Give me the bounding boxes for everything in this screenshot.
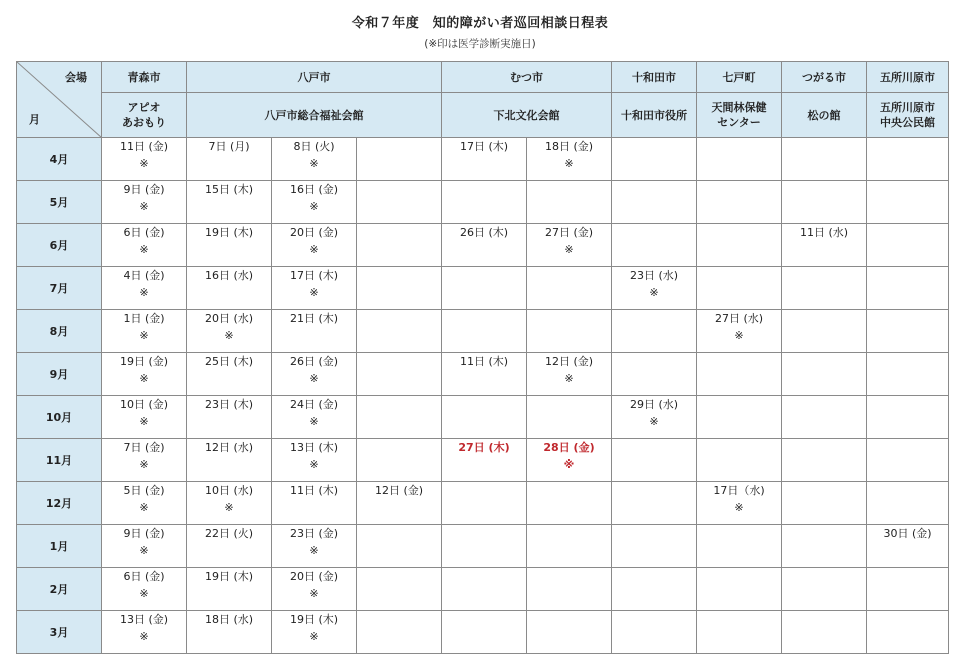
schedule-date-cell <box>527 138 612 181</box>
medical-diagnosis-mark: ※ <box>139 458 149 471</box>
month-label: 2月 <box>17 568 102 611</box>
city-header-towada: 十和田市 <box>612 62 697 93</box>
date-text: 26日 (金) <box>289 355 339 368</box>
empty-cell <box>697 353 782 396</box>
empty-cell <box>442 396 527 439</box>
month-label: 11月 <box>17 439 102 482</box>
schedule-date-cell <box>272 181 357 224</box>
medical-diagnosis-mark: ※ <box>139 200 149 213</box>
empty-cell <box>612 138 697 181</box>
empty-cell <box>782 525 867 568</box>
empty-cell <box>357 224 442 267</box>
date-text: 27日 (木) <box>458 441 510 454</box>
date-text: 20日 (金) <box>289 570 339 583</box>
empty-cell <box>867 353 949 396</box>
medical-diagnosis-mark: ※ <box>309 243 319 256</box>
schedule-date-cell <box>782 224 867 267</box>
empty-cell <box>782 568 867 611</box>
month-label: 8月 <box>17 310 102 353</box>
date-text: 16日 (金) <box>289 183 339 196</box>
corner-label-venue: 会場 <box>65 71 87 84</box>
schedule-date-cell <box>527 353 612 396</box>
venue-name-line: 八戸市総合福祉会館 <box>264 108 364 122</box>
date-text: 15日 (木) <box>204 183 254 196</box>
date-text: 11日 (水) <box>799 226 849 239</box>
empty-cell <box>357 611 442 654</box>
medical-diagnosis-mark: ※ <box>649 286 659 299</box>
venue-name-line: 十和田市役所 <box>621 108 688 122</box>
venue-header-aomori <box>102 93 187 138</box>
corner-header <box>17 62 102 138</box>
date-text: 16日 (水) <box>204 269 254 282</box>
empty-cell <box>527 611 612 654</box>
schedule-date-cell <box>272 611 357 654</box>
empty-cell <box>357 138 442 181</box>
empty-cell <box>612 568 697 611</box>
page-title: 令和７年度 知的障がい者巡回相談日程表 <box>351 16 609 31</box>
date-text: 7日 (月) <box>208 140 250 153</box>
medical-diagnosis-mark: ※ <box>309 372 319 385</box>
date-text: 24日 (金) <box>289 398 339 411</box>
empty-cell <box>867 396 949 439</box>
page-subtitle: (※印は医学診断実施日) <box>424 38 536 50</box>
schedule-date-cell <box>102 568 187 611</box>
empty-cell <box>527 267 612 310</box>
date-text: 9日 (金) <box>123 183 165 196</box>
month-label: 7月 <box>17 267 102 310</box>
schedule-date-cell <box>187 181 272 224</box>
date-text: 11日 (金) <box>119 140 169 153</box>
schedule-date-cell <box>527 439 612 482</box>
schedule-date-cell <box>102 267 187 310</box>
date-text: 13日 (木) <box>289 441 339 454</box>
medical-diagnosis-mark: ※ <box>139 630 149 643</box>
schedule-date-cell <box>102 525 187 568</box>
empty-cell <box>697 568 782 611</box>
month-row <box>17 568 949 611</box>
schedule-date-cell <box>272 267 357 310</box>
empty-cell <box>867 224 949 267</box>
schedule-date-cell <box>187 224 272 267</box>
schedule-date-cell <box>272 353 357 396</box>
month-row <box>17 439 949 482</box>
medical-diagnosis-mark: ※ <box>139 544 149 557</box>
empty-cell <box>527 482 612 525</box>
schedule-date-cell <box>272 439 357 482</box>
medical-diagnosis-mark: ※ <box>139 372 149 385</box>
empty-cell <box>612 439 697 482</box>
schedule-date-cell <box>357 482 442 525</box>
city-header-mutsu: むつ市 <box>442 62 612 93</box>
city-header-aomori: 青森市 <box>102 62 187 93</box>
schedule-date-cell <box>102 310 187 353</box>
empty-cell <box>782 267 867 310</box>
empty-cell <box>697 181 782 224</box>
month-label: 12月 <box>17 482 102 525</box>
month-label: 1月 <box>17 525 102 568</box>
medical-diagnosis-mark: ※ <box>139 329 149 342</box>
schedule-date-cell <box>187 267 272 310</box>
schedule-date-cell <box>102 138 187 181</box>
empty-cell <box>612 181 697 224</box>
medical-diagnosis-mark: ※ <box>224 329 234 342</box>
date-text: 11日 (木) <box>459 355 509 368</box>
empty-cell <box>782 439 867 482</box>
empty-cell <box>357 310 442 353</box>
empty-cell <box>697 267 782 310</box>
empty-cell <box>697 611 782 654</box>
medical-diagnosis-mark: ※ <box>564 243 574 256</box>
empty-cell <box>697 396 782 439</box>
medical-diagnosis-mark: ※ <box>734 329 744 342</box>
schedule-date-cell <box>867 525 949 568</box>
empty-cell <box>782 482 867 525</box>
date-text: 20日 (金) <box>289 226 339 239</box>
venue-name-line: 五所川原市 <box>880 101 936 114</box>
empty-cell <box>612 482 697 525</box>
schedule-date-cell <box>527 224 612 267</box>
empty-cell <box>357 568 442 611</box>
month-row <box>17 310 949 353</box>
date-text: 17日 (木) <box>459 140 509 153</box>
schedule-date-cell <box>697 310 782 353</box>
date-text: 12日 (金) <box>544 355 594 368</box>
date-text: 12日 (金) <box>374 484 424 497</box>
empty-cell <box>357 267 442 310</box>
venue-header-goshogawara <box>867 93 949 138</box>
schedule-date-cell <box>442 353 527 396</box>
city-header-hachinohe: 八戸市 <box>187 62 442 93</box>
month-row <box>17 181 949 224</box>
venue-header-mutsu <box>442 93 612 138</box>
month-label: 3月 <box>17 611 102 654</box>
schedule-table <box>16 61 949 654</box>
city-header-shichinohe: 七戸町 <box>697 62 782 93</box>
schedule-date-cell <box>272 396 357 439</box>
empty-cell <box>867 310 949 353</box>
empty-cell <box>442 611 527 654</box>
schedule-date-cell <box>442 439 527 482</box>
month-label: 9月 <box>17 353 102 396</box>
empty-cell <box>612 353 697 396</box>
date-text: 10日 (金) <box>119 398 169 411</box>
empty-cell <box>782 181 867 224</box>
date-text: 25日 (木) <box>204 355 254 368</box>
date-text: 19日 (木) <box>204 226 254 239</box>
month-label: 5月 <box>17 181 102 224</box>
venue-header-tsugaru <box>782 93 867 138</box>
empty-cell <box>867 267 949 310</box>
schedule-date-cell <box>272 525 357 568</box>
month-label: 6月 <box>17 224 102 267</box>
venue-header-towada <box>612 93 697 138</box>
venue-name-line: 松の館 <box>807 108 841 122</box>
medical-diagnosis-mark: ※ <box>309 415 319 428</box>
empty-cell <box>527 181 612 224</box>
date-text: 28日 (金) <box>543 441 595 454</box>
date-text: 23日 (水) <box>629 269 679 282</box>
empty-cell <box>782 310 867 353</box>
empty-cell <box>442 568 527 611</box>
empty-cell <box>782 138 867 181</box>
empty-cell <box>697 224 782 267</box>
date-text: 23日 (木) <box>204 398 254 411</box>
empty-cell <box>697 138 782 181</box>
schedule-date-cell <box>102 353 187 396</box>
medical-diagnosis-mark: ※ <box>309 200 319 213</box>
city-header-tsugaru: つがる市 <box>782 62 867 93</box>
empty-cell <box>357 181 442 224</box>
medical-diagnosis-mark: ※ <box>734 501 744 514</box>
empty-cell <box>612 224 697 267</box>
empty-cell <box>612 611 697 654</box>
empty-cell <box>357 525 442 568</box>
month-row <box>17 224 949 267</box>
date-text: 26日 (木) <box>459 226 509 239</box>
month-row <box>17 396 949 439</box>
date-text: 8日 (火) <box>293 140 335 153</box>
schedule-date-cell <box>187 439 272 482</box>
empty-cell <box>357 396 442 439</box>
empty-cell <box>867 568 949 611</box>
date-text: 9日 (金) <box>123 527 165 540</box>
date-text: 23日 (金) <box>289 527 339 540</box>
medical-diagnosis-mark: ※ <box>309 587 319 600</box>
schedule-date-cell <box>442 224 527 267</box>
date-text: 17日（水) <box>713 484 765 497</box>
date-text: 11日 (木) <box>289 484 339 497</box>
medical-diagnosis-mark: ※ <box>139 157 149 170</box>
city-header-goshogawara: 五所川原市 <box>867 62 949 93</box>
venue-name-line: 天間林保健 <box>711 101 767 114</box>
date-text: 30日 (金) <box>883 527 932 540</box>
corner-label-month: 月 <box>29 113 40 126</box>
venue-header-shichinohe <box>697 93 782 138</box>
date-text: 27日 (水) <box>714 312 764 325</box>
medical-diagnosis-mark: ※ <box>564 372 574 385</box>
schedule-date-cell <box>612 267 697 310</box>
venue-header-hachinohe <box>187 93 442 138</box>
medical-diagnosis-mark: ※ <box>139 501 149 514</box>
date-text: 7日 (金) <box>123 441 165 454</box>
medical-diagnosis-mark: ※ <box>564 157 574 170</box>
empty-cell <box>782 353 867 396</box>
venue-name-line: 下北文化会館 <box>493 108 560 122</box>
date-text: 22日 (火) <box>204 527 254 540</box>
month-row <box>17 482 949 525</box>
schedule-date-cell <box>102 611 187 654</box>
medical-diagnosis-mark: ※ <box>139 587 149 600</box>
schedule-date-cell <box>102 181 187 224</box>
date-text: 1日 (金) <box>123 312 165 325</box>
medical-diagnosis-mark: ※ <box>224 501 234 514</box>
schedule-date-cell <box>272 224 357 267</box>
medical-diagnosis-mark: ※ <box>563 458 575 471</box>
month-row <box>17 267 949 310</box>
schedule-date-cell <box>187 138 272 181</box>
date-text: 6日 (金) <box>123 226 165 239</box>
schedule-date-cell <box>187 482 272 525</box>
empty-cell <box>527 525 612 568</box>
date-text: 21日 (木) <box>289 312 339 325</box>
empty-cell <box>697 439 782 482</box>
date-text: 27日 (金) <box>544 226 594 239</box>
date-text: 10日 (水) <box>204 484 254 497</box>
schedule-date-cell <box>187 525 272 568</box>
medical-diagnosis-mark: ※ <box>139 243 149 256</box>
schedule-date-cell <box>272 138 357 181</box>
medical-diagnosis-mark: ※ <box>309 458 319 471</box>
date-text: 5日 (金) <box>123 484 165 497</box>
date-text: 19日 (木) <box>289 613 339 626</box>
venue-name-line: アピオ <box>127 101 161 114</box>
empty-cell <box>527 396 612 439</box>
schedule-date-cell <box>442 138 527 181</box>
schedule-date-cell <box>102 396 187 439</box>
empty-cell <box>867 482 949 525</box>
schedule-date-cell <box>697 482 782 525</box>
empty-cell <box>442 310 527 353</box>
venue-name-line: あおもり <box>122 116 166 129</box>
date-text: 13日 (金) <box>119 613 169 626</box>
schedule-date-cell <box>102 439 187 482</box>
date-text: 20日 (水) <box>204 312 254 325</box>
medical-diagnosis-mark: ※ <box>309 630 319 643</box>
medical-diagnosis-mark: ※ <box>309 286 319 299</box>
schedule-date-cell <box>272 482 357 525</box>
empty-cell <box>442 267 527 310</box>
empty-cell <box>357 439 442 482</box>
month-label: 10月 <box>17 396 102 439</box>
medical-diagnosis-mark: ※ <box>309 157 319 170</box>
month-row <box>17 138 949 181</box>
empty-cell <box>442 525 527 568</box>
date-text: 18日 (水) <box>204 613 254 626</box>
schedule-date-cell <box>612 396 697 439</box>
date-text: 17日 (木) <box>289 269 339 282</box>
empty-cell <box>442 482 527 525</box>
date-text: 19日 (金) <box>119 355 169 368</box>
empty-cell <box>867 439 949 482</box>
medical-diagnosis-mark: ※ <box>649 415 659 428</box>
month-label: 4月 <box>17 138 102 181</box>
venue-name-line: センター <box>717 116 761 129</box>
venue-header-row <box>17 93 949 138</box>
month-row <box>17 611 949 654</box>
date-text: 4日 (金) <box>123 269 165 282</box>
empty-cell <box>697 525 782 568</box>
empty-cell <box>357 353 442 396</box>
city-header-row <box>17 62 949 93</box>
empty-cell <box>782 396 867 439</box>
date-text: 18日 (金) <box>544 140 594 153</box>
medical-diagnosis-mark: ※ <box>139 286 149 299</box>
venue-name-line: 中央公民館 <box>880 116 936 129</box>
schedule-date-cell <box>187 310 272 353</box>
schedule-body <box>17 138 949 654</box>
schedule-date-cell <box>187 568 272 611</box>
empty-cell <box>867 611 949 654</box>
date-text: 6日 (金) <box>123 570 165 583</box>
schedule-date-cell <box>102 482 187 525</box>
empty-cell <box>612 310 697 353</box>
empty-cell <box>867 138 949 181</box>
empty-cell <box>527 568 612 611</box>
schedule-date-cell <box>272 568 357 611</box>
date-text: 29日 (水) <box>629 398 679 411</box>
empty-cell <box>782 611 867 654</box>
schedule-date-cell <box>102 224 187 267</box>
empty-cell <box>867 181 949 224</box>
empty-cell <box>612 525 697 568</box>
schedule-date-cell <box>187 611 272 654</box>
date-text: 19日 (木) <box>204 570 254 583</box>
empty-cell <box>442 181 527 224</box>
date-text: 12日 (水) <box>204 441 254 454</box>
medical-diagnosis-mark: ※ <box>309 544 319 557</box>
medical-diagnosis-mark: ※ <box>139 415 149 428</box>
schedule-date-cell <box>187 353 272 396</box>
schedule-date-cell <box>187 396 272 439</box>
month-row <box>17 353 949 396</box>
month-row <box>17 525 949 568</box>
schedule-date-cell <box>272 310 357 353</box>
empty-cell <box>527 310 612 353</box>
